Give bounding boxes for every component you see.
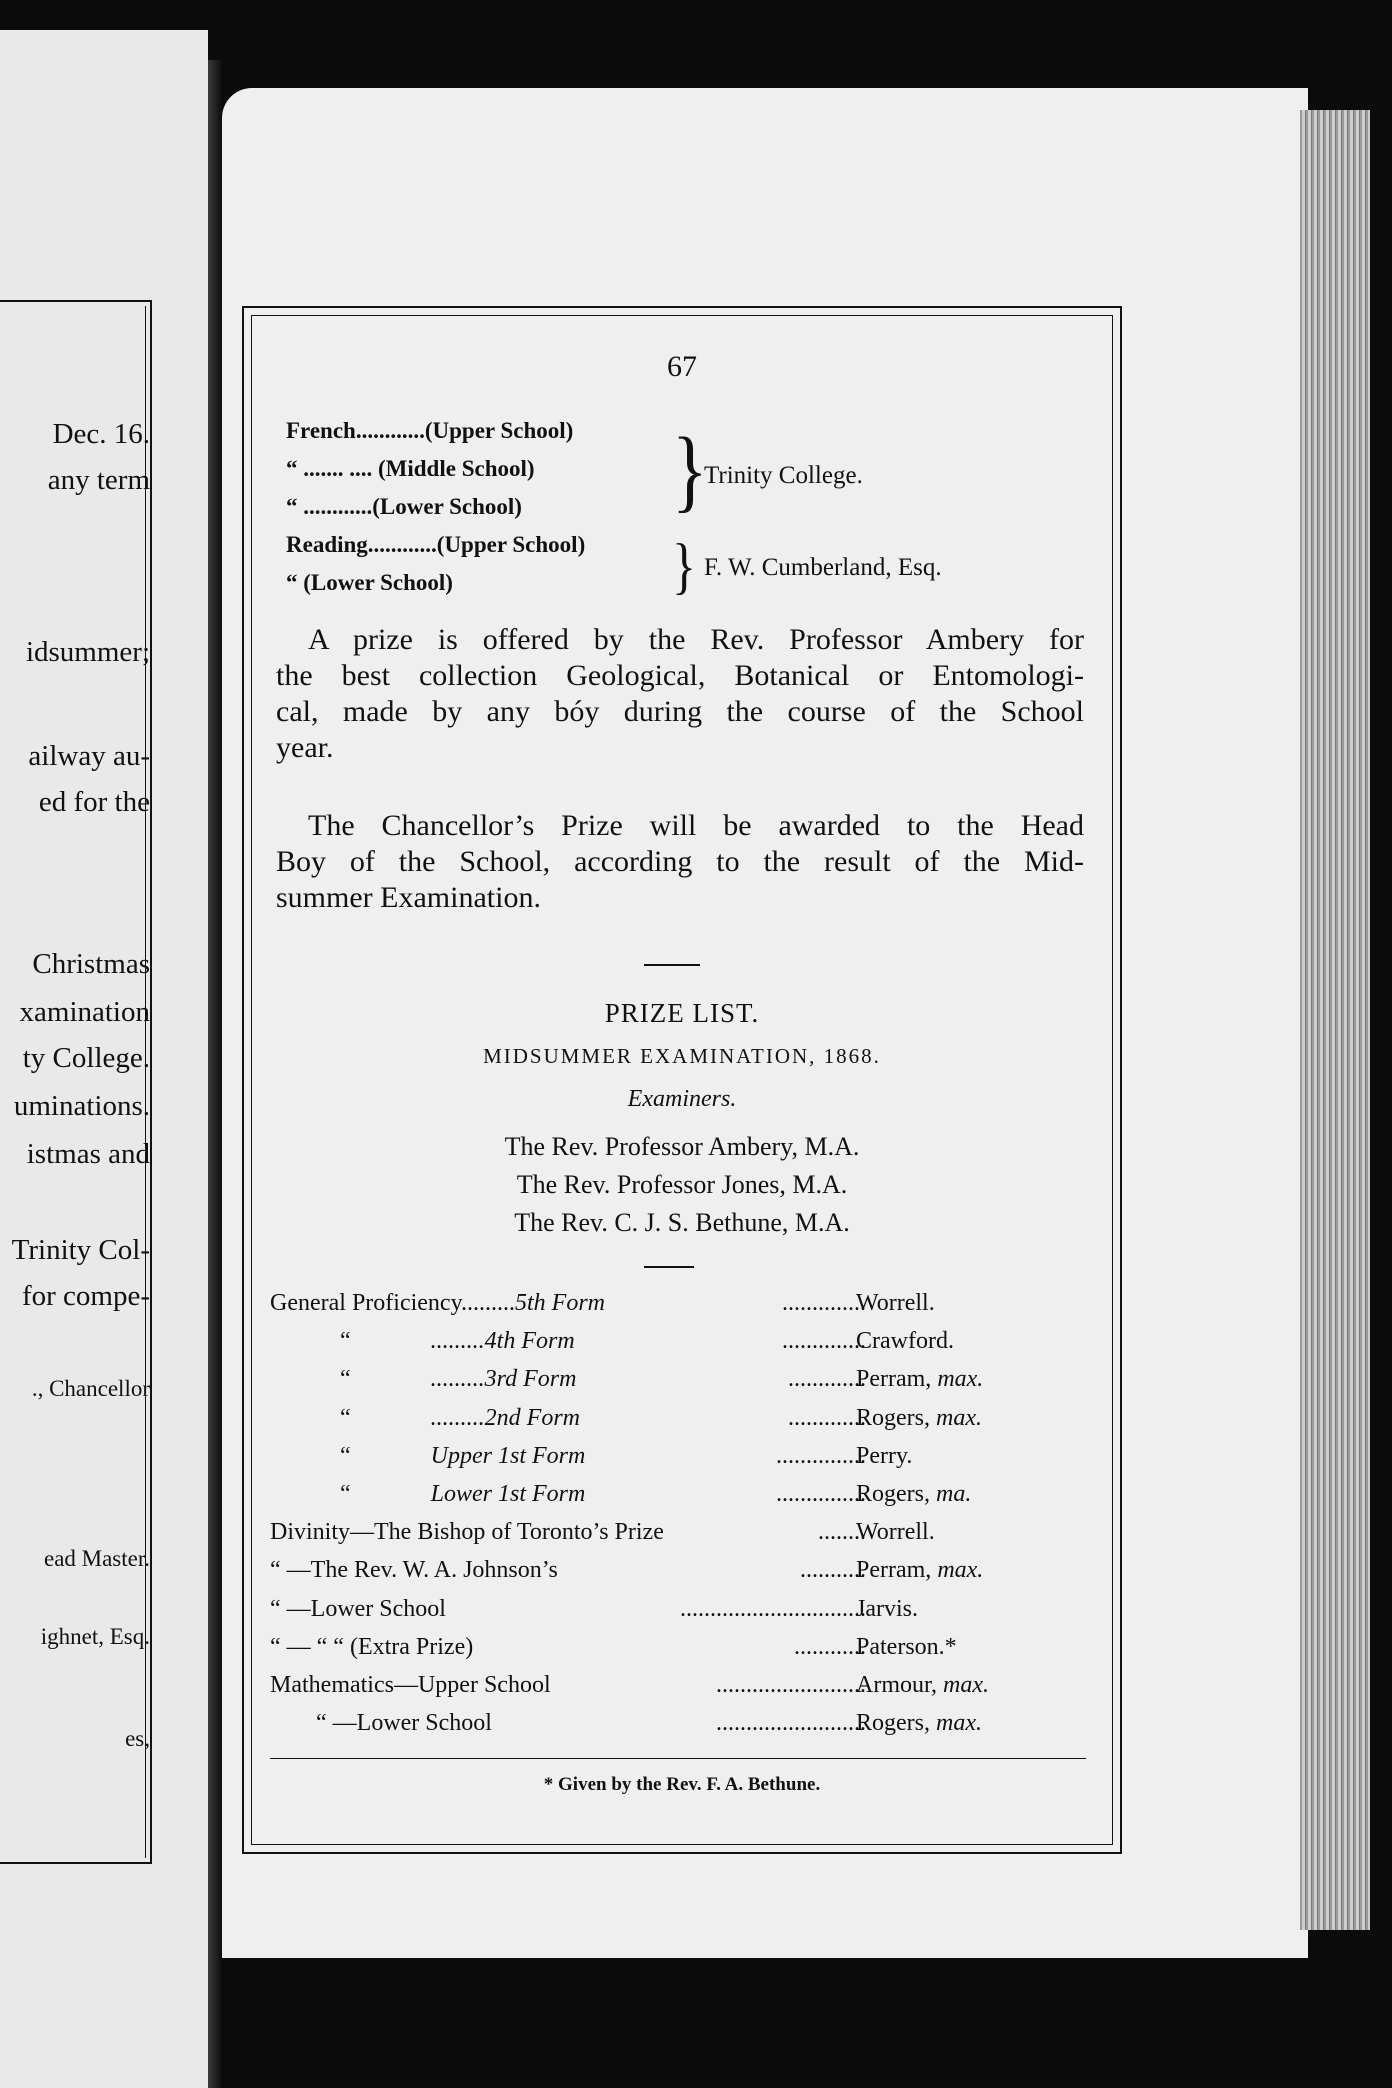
facing-page-line: Dec. 16. <box>52 418 150 450</box>
facing-page-line: ighnet, Esq. <box>40 1624 150 1649</box>
facing-page-line: Christmas <box>32 948 150 980</box>
dot-leader: .............. <box>782 1290 866 1316</box>
winner-name: Worrell. <box>856 1290 935 1316</box>
examiner-line: “ (Lower School) <box>286 570 453 595</box>
winner-note: max. <box>936 1710 982 1737</box>
prize-entry <box>270 1596 446 1623</box>
dot-leader: ........... <box>800 1557 866 1584</box>
prize-winner <box>856 1634 957 1661</box>
facing-page-line: uminations. <box>13 1090 150 1122</box>
dot-leader: ............ <box>794 1633 866 1660</box>
dot-leader: ......................... <box>716 1672 866 1698</box>
footnote: * Given by the Rev. F. A. Bethune. <box>543 1774 821 1795</box>
examiner-line: “ ............(Lower School) <box>286 494 522 519</box>
prize-subject: “ <box>340 1328 351 1355</box>
section-rule <box>644 964 700 966</box>
winner-note: max. <box>936 1404 982 1431</box>
winner-note: max. <box>943 1672 990 1698</box>
paragraph-line: A prize is offered by the Rev. Professor Ambery for <box>308 623 1084 656</box>
dot-leader: ............. <box>788 1404 866 1431</box>
winner-note: max. <box>937 1557 984 1584</box>
examiners-heading: Examiners. <box>627 1086 737 1112</box>
dot-leader: ............... <box>776 1442 866 1469</box>
prize-entry <box>270 1557 558 1584</box>
dot-leader: ............... <box>776 1481 866 1507</box>
prize-winner <box>856 1443 912 1470</box>
page-frame <box>242 306 1122 1854</box>
prize-subject: “ <box>340 1404 351 1431</box>
page-number: 67 <box>667 350 697 383</box>
dot-leader: .............. <box>782 1328 866 1355</box>
prize-subject: Mathematics—Upper School <box>270 1672 551 1698</box>
paragraph-line: The Chancellor’s Prize will be awarded to the Head <box>308 809 1084 842</box>
prize-winner <box>856 1328 954 1355</box>
brace-symbol: } <box>672 530 696 601</box>
prize-entry <box>340 1328 575 1355</box>
examiner: The Rev. C. J. S. Bethune, M.A. <box>514 1208 850 1237</box>
dot-leader: ......................... <box>716 1710 866 1737</box>
examiner-line: French............(Upper School) <box>286 418 574 443</box>
facing-page-line: es, <box>125 1726 150 1751</box>
prize-entry <box>270 1672 551 1699</box>
examiner-line: Reading............(Upper School) <box>286 532 586 557</box>
prize-winner <box>856 1405 982 1432</box>
winner-name: Perry. <box>856 1442 913 1469</box>
prize-entry <box>340 1443 585 1470</box>
examiner-name: F. W. Cumberland, Esq. <box>704 554 942 581</box>
prize-subject: “ —The Rev. W. A. Johnson’s <box>270 1557 558 1584</box>
facing-page-line: ed for the <box>38 786 150 818</box>
dot-leader: ........ <box>818 1519 866 1546</box>
prize-entry <box>270 1290 605 1317</box>
winner-name: Perram, <box>856 1557 932 1584</box>
winner-note: ma. <box>936 1481 972 1507</box>
facing-page-line: ty College. <box>22 1042 150 1074</box>
paragraph <box>276 622 1084 766</box>
prize-winner <box>856 1290 935 1317</box>
prize-subject: General Proficiency......... <box>270 1290 516 1316</box>
prize-entry <box>316 1710 492 1737</box>
prize-subject: “ <box>340 1366 351 1393</box>
prize-winner <box>856 1672 989 1699</box>
winner-name: Worrell. <box>856 1519 935 1546</box>
prize-form: .........4th Form <box>430 1328 575 1355</box>
page-edges <box>1300 110 1370 1930</box>
winner-name: Armour, <box>856 1672 938 1698</box>
paragraph-line: cal, made by any bóy during the course of the School <box>276 695 1084 728</box>
prize-form: .........2nd Form <box>430 1404 580 1431</box>
section-rule <box>644 1266 694 1268</box>
winner-name: Jarvis. <box>856 1595 918 1622</box>
facing-page-line: ead Master. <box>43 1546 150 1571</box>
examiner-line: “ ....... .... (Middle School) <box>286 456 535 481</box>
facing-page-line: for compe- <box>21 1280 150 1312</box>
prize-subject: “ <box>340 1442 351 1469</box>
prize-form: 5th Form <box>515 1290 606 1316</box>
book-gutter <box>208 60 222 2088</box>
winner-name: Paterson.* <box>856 1633 957 1660</box>
paragraph-line: year. <box>276 731 334 764</box>
prize-subject: “ —Lower School <box>270 1595 446 1622</box>
prize-list-title: PRIZE LIST. <box>604 998 760 1028</box>
winner-name: Rogers, <box>856 1481 930 1507</box>
facing-page-line: xamination <box>19 996 150 1028</box>
facing-page-line: any term <box>47 464 150 496</box>
prize-subject: “ — “ “ (Extra Prize) <box>270 1633 474 1660</box>
winner-name: Perram, <box>856 1366 932 1393</box>
facing-page-line: istmas and <box>26 1138 150 1170</box>
paragraph <box>276 808 1084 916</box>
paragraph-line: Boy of the School, according to the result of the Mid- <box>276 845 1084 878</box>
prize-winner <box>856 1366 983 1393</box>
winner-note: max. <box>937 1366 984 1393</box>
prize-list-subtitle: MIDSUMMER EXAMINATION, 1868. <box>483 1044 881 1068</box>
prize-form: Lower 1st Form <box>430 1481 586 1507</box>
paragraph-line: the best collection Geological, Botanical or Entomologi- <box>276 659 1084 692</box>
prize-entry <box>270 1634 473 1661</box>
winner-name: Rogers, <box>856 1710 930 1737</box>
facing-page-line: ailway au- <box>28 740 150 772</box>
dot-leader: ............................... <box>680 1595 866 1622</box>
examiner: The Rev. Professor Jones, M.A. <box>516 1170 848 1199</box>
facing-page-line: idsummer; <box>25 636 150 668</box>
prize-winner <box>856 1710 982 1737</box>
prize-subject: “ <box>340 1481 351 1507</box>
prize-winner <box>856 1519 935 1546</box>
prize-entry <box>340 1405 580 1432</box>
footnote-rule <box>270 1758 1086 1759</box>
paragraph-line: summer Examination. <box>276 881 541 914</box>
facing-page-line: ., Chancellor <box>31 1376 150 1401</box>
examiner-name: Trinity College. <box>704 462 863 489</box>
prize-entry <box>270 1519 664 1546</box>
prize-entry <box>340 1481 585 1508</box>
winner-name: Crawford. <box>856 1328 954 1355</box>
brace-symbol: } <box>672 419 708 522</box>
prize-winner <box>856 1481 971 1508</box>
winner-name: Rogers, <box>856 1404 930 1431</box>
prize-form: Upper 1st Form <box>430 1442 586 1469</box>
examiner: The Rev. Professor Ambery, M.A. <box>504 1132 860 1161</box>
prize-entry <box>340 1366 576 1393</box>
prize-winner <box>856 1596 918 1623</box>
prize-form: .........3rd Form <box>430 1366 577 1393</box>
dot-leader: ............. <box>788 1366 866 1393</box>
prize-subject: Divinity—The Bishop of Toronto’s Prize <box>270 1519 664 1546</box>
facing-page-line: Trinity Col- <box>11 1234 150 1266</box>
prize-subject: “ —Lower School <box>316 1710 492 1737</box>
prize-winner <box>856 1557 983 1584</box>
